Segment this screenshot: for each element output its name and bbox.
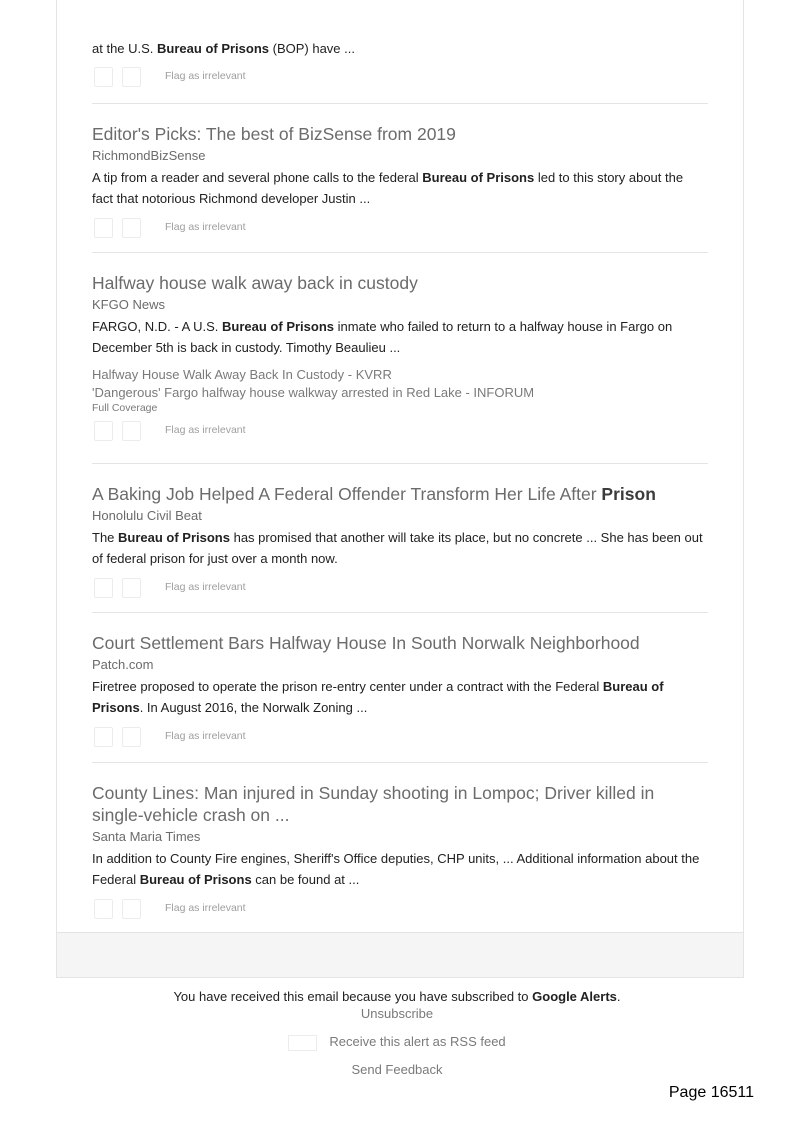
lead-actions xyxy=(92,59,704,89)
article-snippet: A tip from a reader and several phone calls to the federal Bureau of Prisons led to this story about the fact that notorious Richmond developer Justin ... xyxy=(92,170,684,206)
divider xyxy=(92,762,708,763)
article-source: KFGO News xyxy=(92,297,165,312)
flag-irrelevant-link[interactable]: Flag as irrelevant xyxy=(165,581,246,593)
flag-irrelevant-link[interactable]: Flag as irrelevant xyxy=(165,424,246,436)
article-source: Patch.com xyxy=(92,657,154,672)
related-link[interactable]: Halfway House Walk Away Back In Custody - KVRR xyxy=(92,367,392,382)
page-number: Page 16511 xyxy=(668,1084,754,1101)
article-title[interactable]: Halfway house walk away back in custody xyxy=(92,273,418,293)
card-footer-bar xyxy=(57,932,743,977)
article-snippet: In addition to County Fire engines, Sheriff's Office deputies, CHP units, ... Additional information about the Federal Bureau of Prisons can be found at ... xyxy=(92,851,700,887)
send-feedback-link[interactable]: Send Feedback xyxy=(351,1062,443,1077)
full-coverage-link[interactable]: Full Coverage xyxy=(92,402,158,414)
flag-irrelevant-link[interactable]: Flag as irrelevant xyxy=(165,70,246,82)
article-item xyxy=(92,272,704,443)
flag-irrelevant-link[interactable]: Flag as irrelevant xyxy=(165,730,246,742)
article-title[interactable]: County Lines: Man injured in Sunday shooting in Lompoc; Driver killed in single-vehicle crash on ... xyxy=(92,783,655,825)
article-snippet: Firetree proposed to operate the prison re-entry center under a contract with the Federal Bureau of Prisons. In August 2016, the Norwalk Zoning ... xyxy=(92,679,664,715)
article-title[interactable]: Editor's Picks: The best of BizSense from 2019 xyxy=(92,124,456,144)
divider xyxy=(92,612,708,613)
divider xyxy=(92,463,708,464)
subscription-notice: You have received this email because you have subscribed to Google Alerts. xyxy=(173,989,621,1004)
thumbs-down-icon[interactable] xyxy=(122,421,141,441)
article-item xyxy=(92,483,704,600)
article-source: Honolulu Civil Beat xyxy=(92,508,202,523)
unsubscribe-link[interactable]: Unsubscribe xyxy=(360,1006,434,1021)
article-title[interactable]: A Baking Job Helped A Federal Offender Transform Her Life After Prison xyxy=(92,484,656,504)
thumbs-up-icon[interactable] xyxy=(94,218,113,238)
article-snippet: FARGO, N.D. - A U.S. Bureau of Prisons inmate who failed to return to a halfway house in Fargo on December 5th is back in custody. Timothy Beaulieu ... xyxy=(92,319,673,355)
article-title[interactable]: Court Settlement Bars Halfway House In South Norwalk Neighborhood xyxy=(92,633,640,653)
thumbs-down-icon[interactable] xyxy=(122,727,141,747)
article-item xyxy=(92,632,704,749)
related-link[interactable]: 'Dangerous' Fargo halfway house walkway arrested in Red Lake - INFORUM xyxy=(92,385,535,400)
thumbs-up-icon[interactable] xyxy=(94,899,113,919)
article-item xyxy=(92,782,704,921)
thumbs-down-icon[interactable] xyxy=(122,218,141,238)
thumbs-down-icon[interactable] xyxy=(122,67,141,87)
flag-irrelevant-link[interactable]: Flag as irrelevant xyxy=(165,221,246,233)
thumbs-down-icon[interactable] xyxy=(122,899,141,919)
related-coverage xyxy=(92,366,704,415)
article-snippet: The Bureau of Prisons has promised that another will take its place, but no concrete ... She has been out of federal prison for just over a month now. xyxy=(92,530,703,566)
lead-snippet: at the U.S. Bureau of Prisons (BOP) have ... xyxy=(92,41,355,56)
thumbs-up-icon[interactable] xyxy=(94,67,113,87)
thumbs-up-icon[interactable] xyxy=(94,421,113,441)
article-source: RichmondBizSense xyxy=(92,148,206,163)
rss-feed-option[interactable]: Receive this alert as RSS feed xyxy=(0,1034,794,1051)
divider xyxy=(92,103,708,104)
thumbs-up-icon[interactable] xyxy=(94,578,113,598)
rss-icon[interactable] xyxy=(288,1035,317,1051)
thumbs-up-icon[interactable] xyxy=(94,727,113,747)
article-item xyxy=(92,123,704,240)
flag-irrelevant-link[interactable]: Flag as irrelevant xyxy=(165,902,246,914)
thumbs-down-icon[interactable] xyxy=(122,578,141,598)
divider xyxy=(92,252,708,253)
article-source: Santa Maria Times xyxy=(92,829,201,844)
